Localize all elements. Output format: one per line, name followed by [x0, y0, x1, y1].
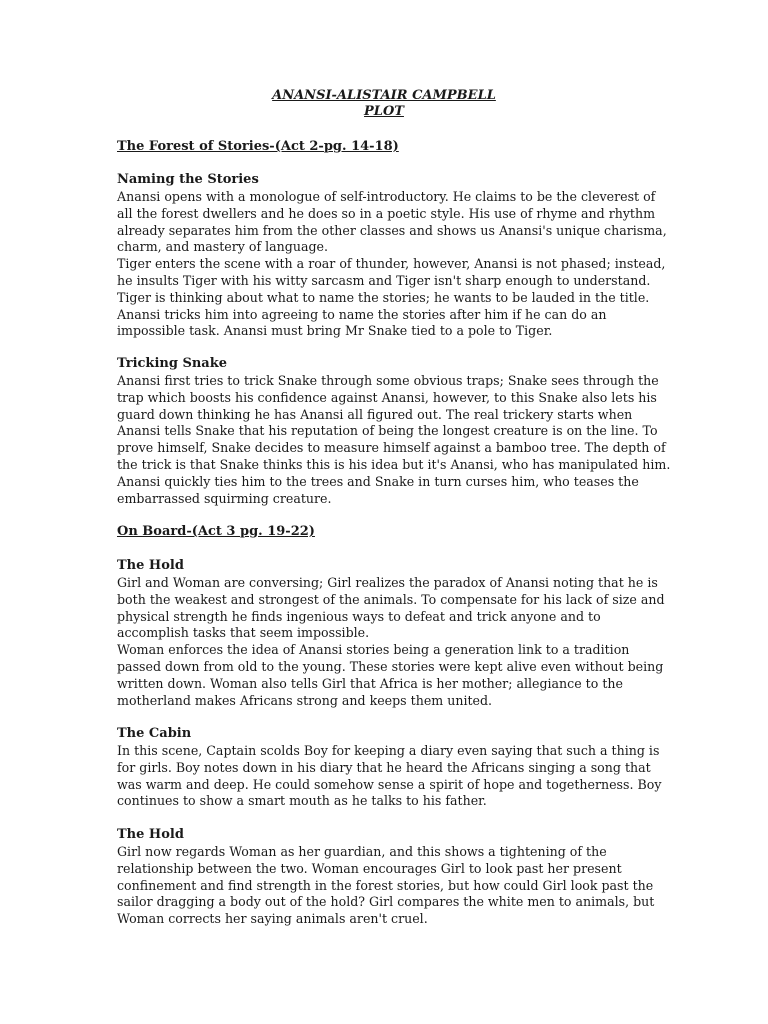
text-line: guard down thinking he has Anansi all figured out. The real trickery starts when — [117, 406, 633, 422]
text-line: both the weakest and strongest of the animals. To compensate for his lack of size and — [117, 591, 665, 607]
text-line: physical strength he finds ingenious ways to defeat and trick anyone and to — [117, 608, 601, 624]
text-line: passed down from old to the young. These stories were kept alive even without being — [117, 658, 664, 674]
subheading-the-cabin: The Cabin — [117, 726, 192, 741]
text-line: Woman corrects her saying animals aren't cruel. — [117, 911, 428, 927]
text-line: he insults Tiger with his witty sarcasm and Tiger isn't sharp enough to understand. — [117, 272, 651, 288]
text-line: motherland makes Africans strong and keeps them united. — [117, 692, 493, 708]
text-line: Girl now regards Woman as her guardian, and this shows a tightening of the — [117, 844, 607, 859]
section-heading-forest: The Forest of Stories-(Act 2-pg. 14-18) — [117, 139, 399, 154]
text-line: Girl and Woman are conversing; Girl realizes the paradox of Anansi noting that he is — [117, 575, 658, 590]
section-heading-on-board: On Board-(Act 3 pg. 19-22) — [117, 524, 315, 539]
text-line: Tiger is thinking about what to name the stories; he wants to be lauded in the title. — [117, 289, 650, 305]
subheading-naming-stories: Naming the Stories — [117, 172, 259, 187]
paragraph-the-hold — [117, 575, 665, 709]
paragraph-the-hold-2 — [117, 844, 657, 928]
subheading-tricking-snake: Tricking Snake — [117, 356, 227, 371]
subheading-the-hold: The Hold — [117, 558, 184, 573]
text-line: all the forest dwellers and he does so in a poetic style. His use of rhyme and rhythm — [117, 205, 656, 221]
text-line: the trick is that Snake thinks this is his idea but it's Anansi, who has manipulated him. — [117, 456, 671, 472]
paragraph-naming-stories — [117, 189, 667, 340]
text-line: charm, and mastery of language. — [117, 239, 328, 255]
text-line: Anansi quickly ties him to the trees and Snake in turn curses him, who teases the — [117, 473, 639, 489]
paragraph-the-cabin — [117, 743, 662, 810]
text-line: impossible task. Anansi must bring Mr Snake tied to a pole to Tiger. — [117, 323, 553, 339]
text-line: Anansi first tries to trick Snake through some obvious traps; Snake sees through the — [117, 373, 659, 388]
text-line: embarrassed squirming creature. — [117, 490, 332, 506]
text-line: Anansi opens with a monologue of self-introductory. He claims to be the cleverest of — [117, 189, 656, 204]
text-line: relationship between the two. Woman encourages Girl to look past her present — [117, 860, 622, 876]
text-line: Anansi tricks him into agreeing to name the stories after him if he can do an — [117, 306, 607, 322]
text-line: sailor dragging a body out of the hold? Girl compares the white men to animals, but — [117, 894, 655, 910]
text-line: for girls. Boy notes down in his diary that he heard the Africans singing a song that — [117, 759, 651, 775]
subheading-the-hold-2: The Hold — [117, 827, 184, 842]
text-line: already separates him from the other classes and shows us Anansi's unique charisma, — [117, 222, 667, 238]
paragraph-tricking-snake — [117, 373, 671, 507]
text-line: was warm and deep. He could somehow sense a spirit of hope and togetherness. Boy — [117, 776, 662, 792]
text-line: continues to show a smart mouth as he talks to his father. — [117, 793, 487, 809]
text-line: accomplish tasks that seem impossible. — [117, 625, 370, 641]
text-line: In this scene, Captain scolds Boy for keeping a diary even saying that such a thing is — [117, 743, 660, 758]
document-title: ANANSI-ALISTAIR CAMPBELL — [272, 88, 496, 103]
text-line: written down. Woman also tells Girl that Africa is her mother; allegiance to the — [117, 675, 623, 691]
text-line: confinement and find strength in the forest stories, but how could Girl look past the — [117, 877, 654, 893]
text-line: Tiger enters the scene with a roar of thunder, however, Anansi is not phased; instead, — [117, 256, 666, 272]
text-line: Anansi tells Snake that his reputation of being the longest creature is on the line. To — [117, 423, 658, 439]
document-subtitle: PLOT — [364, 104, 404, 119]
text-line: prove himself, Snake decides to measure himself against a bamboo tree. The depth of — [117, 440, 666, 456]
text-line: Woman enforces the idea of Anansi stories being a generation link to a tradition — [117, 642, 630, 658]
text-line: trap which boosts his confidence against Anansi, however, to this Snake also lets his — [117, 389, 657, 405]
